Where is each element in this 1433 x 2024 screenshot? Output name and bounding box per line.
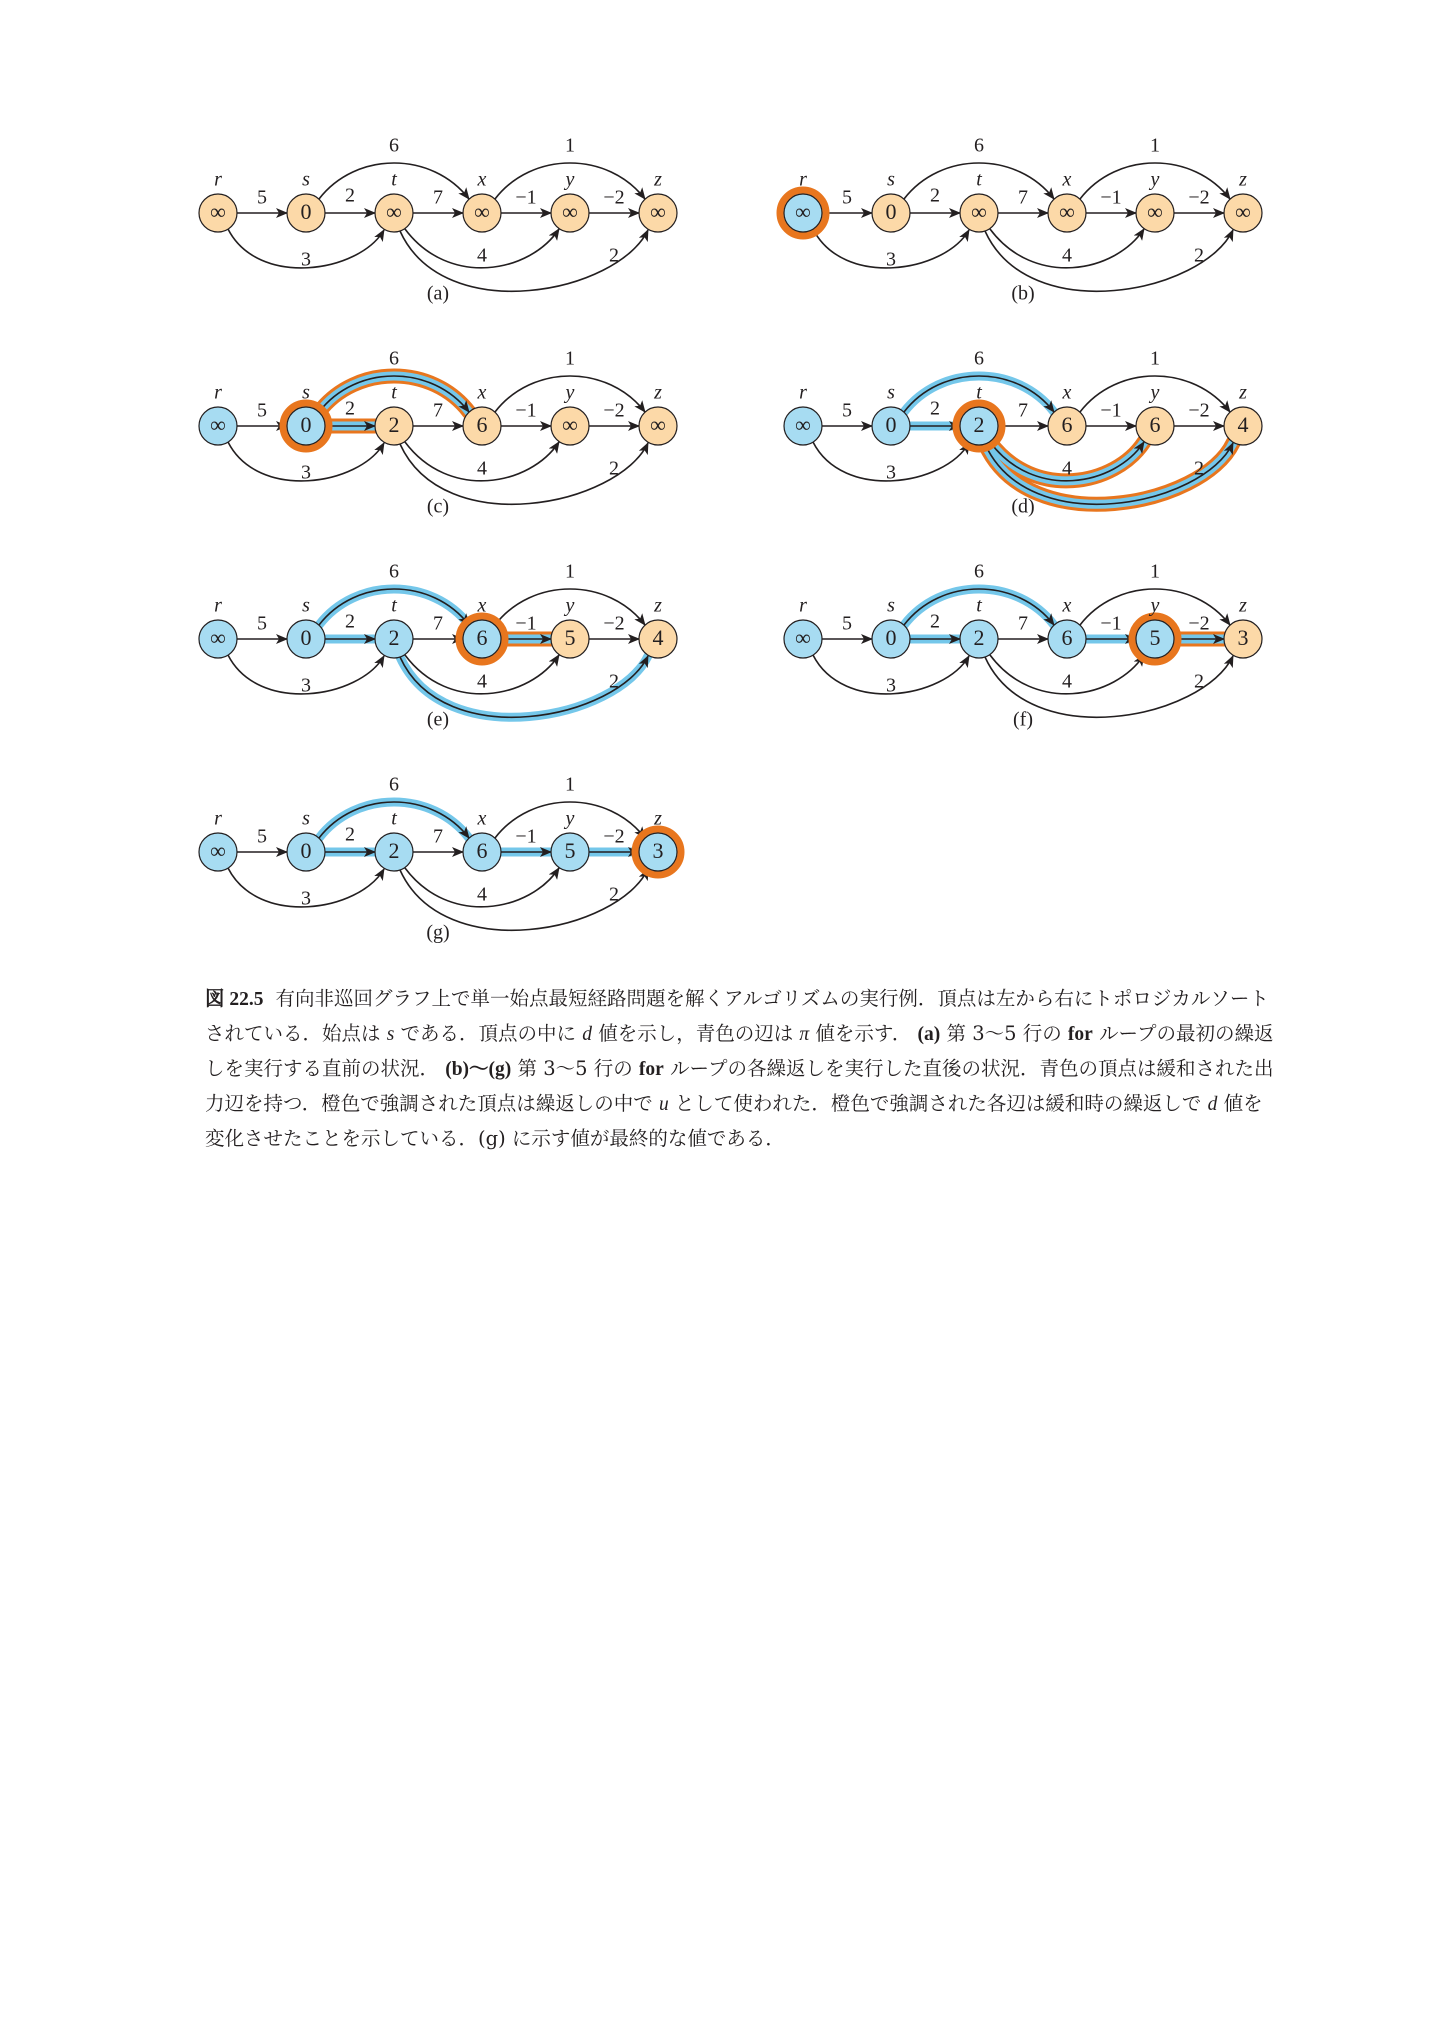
edge-weight-x-y: −1 [515,186,537,209]
caption-math-pi: π [799,1024,810,1045]
edge-weight-x-y: −1 [515,825,537,848]
vertex-value-r: ∞ [210,838,226,864]
vertex-value-z: 4 [652,625,664,651]
caption-text-2: である．頂点の中に [400,1022,577,1045]
vertex-name-t: t [976,168,982,191]
vertex-value-r: ∞ [210,412,226,438]
edge-weight-t-y: 4 [477,244,487,267]
graph-panel-c [199,348,677,518]
edge-weight-s-x: 6 [389,773,399,796]
caption-label-b-g: (b)〜(g) [445,1059,512,1080]
edge-weight-t-y: 4 [1062,457,1072,480]
caption-text-4: 値を示す． [815,1022,912,1045]
vertex-value-s: 0 [885,412,897,438]
vertex-name-x: x [1062,381,1072,404]
edge-weight-t-x: 7 [433,825,443,848]
caption-text-5: 第 3〜5 行の [946,1022,1062,1045]
vertex-name-t: t [976,594,982,617]
vertex-value-t: 2 [388,625,400,651]
vertex-value-x: 6 [1061,412,1073,438]
caption-for-keyword-2: for [638,1059,664,1080]
edge-weight-r-s: 5 [257,186,267,209]
vertex-value-t: ∞ [386,199,402,225]
vertex-value-z: ∞ [650,199,666,225]
vertex-value-z: 3 [652,838,664,864]
edge-weight-s-x: 6 [974,134,984,157]
vertex-value-x: 6 [476,412,488,438]
edge-weight-y-z: −2 [603,399,625,422]
vertex-value-z: ∞ [650,412,666,438]
vertex-name-x: x [1062,168,1072,191]
edge-weight-t-y: 4 [1062,670,1072,693]
vertex-name-s: s [887,381,895,404]
vertex-name-s: s [302,381,310,404]
edge-weight-s-t: 2 [345,823,355,846]
vertex-name-z: z [654,381,662,404]
edge-weight-r-t: 3 [301,887,311,910]
edge-weight-r-s: 5 [257,825,267,848]
vertex-name-x: x [477,168,487,191]
edge-weight-x-y: −1 [515,612,537,635]
vertex-name-r: r [799,594,807,617]
vertex-name-r: r [214,168,222,191]
edge-weight-s-x: 6 [389,134,399,157]
vertex-value-t: 2 [388,838,400,864]
edge-weight-t-x: 7 [433,399,443,422]
vertex-value-r: ∞ [795,412,811,438]
edge-weight-x-y: −1 [1100,399,1122,422]
vertex-name-t: t [391,807,397,830]
edge-weight-r-s: 5 [842,186,852,209]
caption-label-a: (a) [917,1024,941,1045]
vertex-name-x: x [477,594,487,617]
vertex-name-r: r [799,381,807,404]
vertex-name-r: r [214,594,222,617]
caption-text-8: ループの各繰返しを実行した直後の状況．青色の頂点は緩和された出力辺を持つ．橙色で強調された頂点は繰返しの中で [205,1057,1274,1115]
caption-text-10: 値を変化させたことを示している．(g) に示す値が最終的な値である． [205,1092,1263,1150]
edge-weight-r-t: 3 [886,461,896,484]
vertex-name-s: s [302,594,310,617]
caption-text-1: 有向非巡回グラフ上で単一始点最短経路問題を解くアルゴリズムの実行例．頂点は左から右にトポロジカルソートされている．始点は [205,987,1269,1045]
panel-label: (e) [426,708,450,731]
edge-weight-s-x: 6 [974,560,984,583]
vertex-name-z: z [654,168,662,191]
vertex-value-r: ∞ [210,199,226,225]
caption-math-s: s [386,1024,395,1045]
vertex-name-y: y [1150,594,1160,617]
vertex-value-y: 6 [1149,412,1161,438]
vertex-value-y: 5 [564,838,576,864]
vertex-value-z: 4 [1237,412,1249,438]
vertex-value-s: 0 [885,199,897,225]
vertex-name-s: s [887,168,895,191]
caption-text-7: 第 3〜5 行の [517,1057,633,1080]
caption-math-u: u [658,1094,669,1115]
edge-weight-s-t: 2 [930,184,940,207]
vertex-name-x: x [477,381,487,404]
vertex-name-y: y [1150,168,1160,191]
edge-weight-x-y: −1 [515,399,537,422]
vertex-name-z: z [654,594,662,617]
panel-label: (a) [426,282,450,305]
caption-text-6: ループの最初の繰返しを実行する直前の状況． [205,1022,1274,1080]
edge-weight-t-z: 2 [609,457,619,480]
vertex-value-y: ∞ [1147,199,1163,225]
edge-weight-t-z: 2 [1194,670,1204,693]
edge-weight-x-y: −1 [1100,186,1122,209]
vertex-value-r: ∞ [795,625,811,651]
edge-weight-t-z: 2 [1194,244,1204,267]
edge-weight-s-x: 6 [974,347,984,370]
vertex-value-x: 6 [476,838,488,864]
vertex-value-t: 2 [388,412,400,438]
vertex-name-t: t [391,594,397,617]
vertex-name-z: z [654,807,662,830]
edge-weight-y-z: −2 [1188,399,1210,422]
edge-weight-y-z: −2 [603,825,625,848]
vertex-name-x: x [1062,594,1072,617]
vertex-name-t: t [391,381,397,404]
edge-weight-r-t: 3 [886,248,896,271]
caption-text-3: 値を示し，青色の辺は [598,1022,794,1045]
edge-weight-y-z: −2 [1188,186,1210,209]
graph-panel-d [784,348,1262,518]
vertex-name-y: y [565,381,575,404]
vertex-name-y: y [565,807,575,830]
vertex-name-t: t [391,168,397,191]
vertex-value-s: 0 [300,625,312,651]
vertex-value-y: ∞ [562,199,578,225]
vertex-value-x: 6 [476,625,488,651]
vertex-value-s: 0 [300,838,312,864]
vertex-name-r: r [214,381,222,404]
panel-label: (b) [1011,282,1035,305]
vertex-value-s: 0 [885,625,897,651]
edge-weight-r-t: 3 [886,674,896,697]
vertex-value-x: 6 [1061,625,1073,651]
graph-panel-g [199,774,681,944]
edge-weight-t-x: 7 [433,612,443,635]
edge-weight-s-t: 2 [345,397,355,420]
vertex-value-t: 2 [973,625,985,651]
edge-weight-t-z: 2 [609,670,619,693]
edge-weight-s-t: 2 [930,610,940,633]
edge-weight-x-z: 1 [565,347,575,370]
graph-panel-e [199,561,677,731]
vertex-name-s: s [887,594,895,617]
edge-weight-r-t: 3 [301,248,311,271]
edge-weight-r-s: 5 [257,612,267,635]
vertex-value-x: ∞ [474,199,490,225]
vertex-value-s: 0 [300,199,312,225]
vertex-name-z: z [1239,594,1247,617]
vertex-value-x: ∞ [1059,199,1075,225]
edge-weight-r-t: 3 [301,674,311,697]
edge-weight-t-y: 4 [477,457,487,480]
panel-label: (f) [1013,708,1033,731]
edge-weight-r-s: 5 [842,399,852,422]
vertex-value-r: ∞ [210,625,226,651]
edge-weight-y-z: −2 [603,186,625,209]
edge-weight-t-x: 7 [1018,612,1028,635]
vertex-name-y: y [565,168,575,191]
graph-panel-b [780,135,1262,305]
edge-weight-x-y: −1 [1100,612,1122,635]
vertex-name-z: z [1239,168,1247,191]
vertex-name-t: t [976,381,982,404]
edge-weight-t-z: 2 [609,244,619,267]
vertex-name-r: r [214,807,222,830]
edge-weight-t-z: 2 [609,883,619,906]
edge-weight-x-z: 1 [1150,560,1160,583]
vertex-value-z: 3 [1237,625,1249,651]
edge-weight-r-t: 3 [301,461,311,484]
vertex-name-y: y [565,594,575,617]
vertex-name-s: s [302,168,310,191]
edge-weight-s-t: 2 [930,397,940,420]
vertex-value-z: ∞ [1235,199,1251,225]
edge-weight-y-z: −2 [603,612,625,635]
caption-math-d2: d [1207,1094,1218,1115]
vertex-name-z: z [1239,381,1247,404]
edge-weight-t-x: 7 [433,186,443,209]
vertex-value-s: 0 [300,412,312,438]
edge-weight-t-y: 4 [1062,244,1072,267]
vertex-name-y: y [1150,381,1160,404]
edge-weight-s-t: 2 [345,184,355,207]
panel-label: (g) [426,921,450,944]
graph-panel-a [199,135,677,305]
vertex-value-t: 2 [973,412,985,438]
edge-weight-s-t: 2 [345,610,355,633]
vertex-value-y: 5 [564,625,576,651]
edge-weight-x-z: 1 [565,560,575,583]
caption-for-keyword-1: for [1067,1024,1093,1045]
figure-caption [205,982,1280,1156]
caption-text-9: として使われた．橙色で強調された各辺は緩和時の繰返しで [674,1092,1202,1115]
edge-weight-t-x: 7 [1018,186,1028,209]
edge-weight-t-x: 7 [1018,399,1028,422]
vertex-name-s: s [302,807,310,830]
edge-weight-r-s: 5 [842,612,852,635]
edge-weight-x-z: 1 [1150,347,1160,370]
edge-weight-t-z: 2 [1194,457,1204,480]
graph-panel-f [784,561,1262,731]
edge-weight-x-z: 1 [565,134,575,157]
edge-weight-x-z: 1 [565,773,575,796]
edge-weight-y-z: −2 [1188,612,1210,635]
edge-weight-t-y: 4 [477,883,487,906]
panel-label: (c) [426,495,450,518]
panel-label: (d) [1011,495,1035,518]
caption-math-d: d [582,1024,592,1045]
edge-weight-x-z: 1 [1150,134,1160,157]
vertex-name-r: r [799,168,807,191]
edge-weight-s-x: 6 [389,560,399,583]
vertex-value-r: ∞ [795,199,811,225]
vertex-name-x: x [477,807,487,830]
vertex-value-y: ∞ [562,412,578,438]
vertex-value-t: ∞ [971,199,987,225]
edge-weight-t-y: 4 [477,670,487,693]
figure-graphs [0,0,1433,960]
caption-figure-number: 図 22.5 [205,989,264,1010]
vertex-value-y: 5 [1149,625,1161,651]
edge-weight-s-x: 6 [389,347,399,370]
edge-weight-r-s: 5 [257,399,267,422]
